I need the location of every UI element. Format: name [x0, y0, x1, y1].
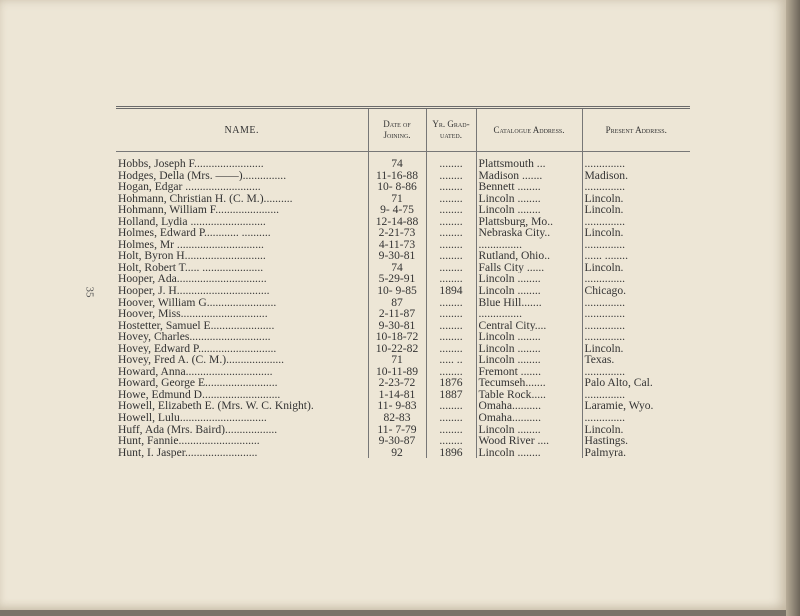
entry-catalogue-address: Madison ....... [476, 170, 582, 182]
entry-date-joined: 11-16-88 [368, 170, 426, 182]
entry-catalogue-address: Central City.... [476, 320, 582, 332]
entry-present-address: Lincoln. [582, 227, 690, 239]
entry-present-address: Hastings. [582, 435, 690, 447]
entry-year-graduated: ........ [426, 250, 476, 262]
entry-present-address: Lincoln. [582, 343, 690, 355]
table-row [116, 170, 690, 182]
table-row [116, 412, 690, 424]
table-row [116, 152, 690, 170]
entry-year-graduated: ........ [426, 170, 476, 182]
table-row [116, 400, 690, 412]
entry-year-graduated: ........ [426, 331, 476, 343]
entry-year-graduated: ........ [426, 400, 476, 412]
entry-name: Howe, Edmund D........................... [118, 388, 281, 401]
entry-catalogue-address: Plattsburg, Mo.. [476, 216, 582, 228]
entry-name: Hooper, J. H................................ [118, 285, 270, 297]
entry-catalogue-address: Lincoln ........ [476, 285, 582, 297]
entry-year-graduated: ........ [426, 181, 476, 193]
entry-date-joined: 9-30-87 [368, 435, 426, 447]
entry-year-graduated: ........ [426, 320, 476, 332]
table-row [116, 204, 690, 216]
entry-date-joined: 10- 8-86 [368, 181, 426, 193]
entry-year-graduated: ........ [426, 204, 476, 216]
entry-name: Hobbs, Joseph F........................ [118, 157, 264, 170]
entry-present-address: Palo Alto, Cal. [582, 377, 690, 389]
entry-date-joined: 2-21-73 [368, 227, 426, 239]
entry-date-joined: 10-11-89 [368, 366, 426, 378]
entry-present-address: ...... ........ [582, 250, 690, 262]
table-row [116, 424, 690, 436]
entry-catalogue-address: Omaha.......... [476, 412, 582, 424]
table-row [116, 320, 690, 332]
entry-year-graduated: 1876 [426, 377, 476, 389]
member-register-table [116, 106, 690, 458]
entry-catalogue-address: Nebraska City.. [476, 227, 582, 239]
entry-date-joined: 74 [368, 262, 426, 274]
entry-name: Howell, Lulu.............................. [118, 412, 267, 424]
entry-present-address: Laramie, Wyo. [582, 400, 690, 412]
table-row [116, 193, 690, 205]
entry-year-graduated: ........ [426, 193, 476, 205]
entry-year-graduated: ........ [426, 239, 476, 251]
entry-year-graduated: ........ [426, 308, 476, 320]
entry-catalogue-address: ............... [476, 308, 582, 320]
entry-catalogue-address: Fremont ....... [476, 366, 582, 378]
entry-present-address: Lincoln. [582, 193, 690, 205]
entry-name: Hogan, Edgar .......................... [118, 181, 261, 193]
table-row [116, 297, 690, 309]
entry-present-address: .............. [582, 389, 690, 401]
entry-date-joined: 12-14-88 [368, 216, 426, 228]
entry-present-address: .............. [582, 297, 690, 309]
entry-year-graduated: ........ [426, 152, 476, 170]
entry-year-graduated: ........ [426, 366, 476, 378]
table-row [116, 389, 690, 401]
entry-present-address: .............. [582, 181, 690, 193]
entry-catalogue-address: Lincoln ........ [476, 193, 582, 205]
entry-date-joined: 10-22-82 [368, 343, 426, 355]
header-date-of-joining: Date of Joining. [368, 108, 426, 152]
entry-year-graduated: ........ [426, 343, 476, 355]
entry-name: Howell, Elizabeth E. (Mrs. W. C. Knight). [118, 400, 314, 413]
entry-present-address: .............. [582, 239, 690, 251]
entry-present-address: .............. [582, 331, 690, 343]
entry-present-address: .............. [582, 273, 690, 285]
table-row [116, 239, 690, 251]
entry-name: Hoover, Miss.............................. [118, 308, 268, 320]
entry-present-address: Madison. [582, 170, 690, 182]
entry-catalogue-address: Lincoln ........ [476, 204, 582, 216]
entry-present-address: Palmyra. [582, 447, 690, 459]
entry-date-joined: 74 [368, 152, 426, 170]
entry-name: Hodges, Della (Mrs. ——)............... [118, 169, 287, 182]
page-number: 35 [83, 286, 96, 298]
entry-catalogue-address: Lincoln ........ [476, 424, 582, 436]
entry-catalogue-address: Bennett ........ [476, 181, 582, 193]
table-row [116, 181, 690, 193]
header-year-graduated: Yr. Grad- uated. [426, 108, 476, 152]
entry-present-address: .............. [582, 216, 690, 228]
entry-name: Holt, Robert T..... ..................... [118, 261, 264, 274]
table-row [116, 435, 690, 447]
table-row [116, 343, 690, 355]
entry-catalogue-address: Tecumseh....... [476, 377, 582, 389]
entry-catalogue-address: Plattsmouth ... [476, 152, 582, 170]
table-row [116, 377, 690, 389]
entry-year-graduated: 1894 [426, 285, 476, 297]
entry-present-address: .............. [582, 152, 690, 170]
entry-year-graduated: ........ [426, 227, 476, 239]
header-name: NAME. [116, 108, 368, 152]
entry-name: Hooper, Ada............................... [118, 273, 267, 286]
entry-year-graduated: 1896 [426, 447, 476, 459]
entry-year-graduated: ........ [426, 216, 476, 228]
table-row [116, 354, 690, 366]
table-row [116, 262, 690, 274]
entry-name: Howard, Anna.............................. [118, 365, 273, 378]
entry-date-joined: 2-11-87 [368, 308, 426, 320]
entry-catalogue-address: Table Rock..... [476, 389, 582, 401]
entry-name: Hohmann, Christian H. (C. M.).......... [118, 192, 293, 205]
entry-name: Hovey, Charles............................ [118, 331, 271, 343]
entry-date-joined: 71 [368, 354, 426, 366]
entry-date-joined: 10- 9-85 [368, 285, 426, 297]
entry-catalogue-address: Lincoln ........ [476, 343, 582, 355]
entry-catalogue-address: Wood River .... [476, 435, 582, 447]
table-row [116, 273, 690, 285]
entry-present-address: .............. [582, 412, 690, 424]
entry-year-graduated: 1887 [426, 389, 476, 401]
entry-catalogue-address: Blue Hill....... [476, 297, 582, 309]
entry-date-joined: 92 [368, 447, 426, 459]
entry-year-graduated: ........ [426, 424, 476, 436]
entry-name: Hoover, William G........................ [118, 296, 277, 309]
entry-name: Holmes, Mr .............................. [118, 238, 264, 251]
entry-catalogue-address: Omaha.......... [476, 400, 582, 412]
entry-present-address: .............. [582, 366, 690, 378]
entry-date-joined: 9-30-81 [368, 250, 426, 262]
entry-present-address: Lincoln. [582, 424, 690, 436]
entry-present-address: Texas. [582, 354, 690, 366]
entry-year-graduated: ........ [426, 435, 476, 447]
entry-date-joined: 2-23-72 [368, 377, 426, 389]
entry-date-joined: 9- 4-75 [368, 204, 426, 216]
entry-present-address: Lincoln. [582, 262, 690, 274]
entry-name: Howard, George E......................... [118, 377, 278, 389]
entry-name: Holmes, Edward P............ .......... [118, 227, 271, 239]
entry-year-graduated: ........ [426, 412, 476, 424]
table-row [116, 227, 690, 239]
entry-date-joined: 11- 7-79 [368, 424, 426, 436]
table-header [116, 108, 690, 152]
book-spine [786, 0, 800, 616]
entry-date-joined: 11- 9-83 [368, 400, 426, 412]
entry-present-address: Chicago. [582, 285, 690, 297]
entry-date-joined: 5-29-91 [368, 273, 426, 285]
entry-name: Hovey, Fred A. (C. M.).................... [118, 354, 285, 366]
entry-name: Hostetter, Samuel E...................... [118, 319, 275, 332]
table-row [116, 250, 690, 262]
table-row [116, 308, 690, 320]
entry-date-joined: 87 [368, 297, 426, 309]
entry-date-joined: 82-83 [368, 412, 426, 424]
table-row [116, 366, 690, 378]
entry-catalogue-address: Falls City ...... [476, 262, 582, 274]
entry-date-joined: 71 [368, 193, 426, 205]
entry-catalogue-address: Lincoln ........ [476, 447, 582, 459]
entry-date-joined: 10-18-72 [368, 331, 426, 343]
entry-name: Huff, Ada (Mrs. Baird).................. [118, 423, 278, 436]
entry-present-address: .............. [582, 320, 690, 332]
table-body [116, 152, 690, 459]
table-row [116, 331, 690, 343]
entry-year-graduated: ........ [426, 262, 476, 274]
entry-present-address: Lincoln. [582, 204, 690, 216]
entry-name: Hunt, I. Jasper......................... [118, 446, 258, 459]
entry-catalogue-address: Lincoln ........ [476, 273, 582, 285]
entry-year-graduated: ..... .. [426, 354, 476, 366]
table-row [116, 285, 690, 297]
entry-name: Hunt, Fannie............................ [118, 435, 260, 447]
entry-year-graduated: ........ [426, 297, 476, 309]
entry-date-joined: 1-14-81 [368, 389, 426, 401]
entry-catalogue-address: ............... [476, 239, 582, 251]
entry-catalogue-address: Rutland, Ohio.. [476, 250, 582, 262]
table-row [116, 216, 690, 228]
entry-date-joined: 4-11-73 [368, 239, 426, 251]
entry-date-joined: 9-30-81 [368, 320, 426, 332]
entry-name: Holt, Byron H............................ [118, 250, 266, 262]
header-present-address: Present Address. [582, 108, 690, 152]
entry-name: Hohmann, William F...................... [118, 204, 280, 216]
header-catalogue-address: Catalogue Address. [476, 108, 582, 152]
entry-catalogue-address: Lincoln ........ [476, 354, 582, 366]
table-row [116, 447, 690, 459]
entry-year-graduated: ........ [426, 273, 476, 285]
entry-name: Holland, Lydia .......................... [118, 215, 266, 228]
entry-name: Hovey, Edward P........................... [118, 342, 277, 355]
entry-catalogue-address: Lincoln ........ [476, 331, 582, 343]
entry-present-address: .............. [582, 308, 690, 320]
